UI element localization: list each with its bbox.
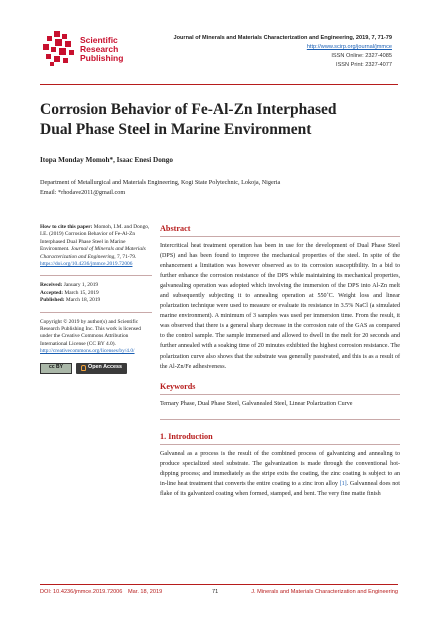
journal-info <box>173 34 392 70</box>
received-label: Received: <box>40 282 63 289</box>
introduction-text <box>160 449 400 499</box>
introduction-heading: 1. Introduction <box>160 420 400 445</box>
open-access-badge <box>76 363 127 374</box>
intro-text-part1: Galvaneal as a process is the result of the combined process of galvanizing and annealing to produce specialized steel substrate. The galvanization is made through the conventional hot-dipping process; and immediately as the stripe exits the coating, the zinc coating is subject to an in-line heat treatment that converts the entire coating to a zinc iron alloy <box>160 450 400 487</box>
published-date: March 18, 2019 <box>64 297 101 304</box>
issn-online: ISSN Online: 2327-4085 <box>331 53 392 59</box>
publisher-name-line3: Publishing <box>80 53 124 63</box>
sidebar-divider <box>40 312 152 313</box>
cite-journal: Journal of Minerals and Materials Characterization and Engineering <box>40 246 146 260</box>
dates-block <box>40 282 152 304</box>
authors: Itopa Monday Momoh*, Isaac Enesi Dongo <box>40 156 173 164</box>
abstract-text: Intercritical heat treatment operation has been in use for the development of Dual Phase Steel (DPS) and has been found to improve the mechanical properties of the steel. In spite of the enhancement a limitation was however observed as to its corrosion susceptibility. In a bid to further enhance the corrosion resistance of the DPS while maintaining its mechanical properties, galvanealing operation was adopted which involving the immersion of the DPS into Al-Zn melt and subsequently subjecting it to annealing operation at 550˚C. Weight loss and linear polarization technique were used to measure or evaluate its resistance in 3.5% NaCl (a simulated marine environment). A minimum of 3 samples was used per immersion time. From the result, it was observed that there is a general sharp decrease in the corrosion rate of the GAS as compared to the control sample. The sample immersed and allowed to dwell in the melt for 20 seconds and further annealed with a soaking time of 20 minutes exhibited the highest corrosion resistance. The polarization curve also shows that the substrate was generally passivated, and this is as a result of the Al-Zn/Fe adhesiveness. <box>160 243 400 370</box>
sidebar-divider <box>40 275 152 276</box>
cite-doi-link[interactable]: https://doi.org/10.4236/jmmce.2019.72006 <box>40 261 133 268</box>
open-access-label: Open Access <box>88 364 122 371</box>
publisher-logo <box>40 30 170 70</box>
cc-by-badge[interactable]: cc BY <box>40 363 72 374</box>
published-label: Published: <box>40 297 65 304</box>
affiliation-block <box>40 178 400 198</box>
footer-doi[interactable]: DOI: 10.4236/jmmce.2019.72006 <box>40 589 123 595</box>
article-info-sidebar <box>40 224 152 374</box>
keywords-heading: Keywords <box>160 380 400 395</box>
author-email[interactable]: Email: *rhodave2011@gmail.com <box>40 189 126 196</box>
cite-text: Momoh, I.M. and Dongo, I.E. (2019) Corrosion Behavior of Fe-Al-Zn Interphased Dual Phase Steel in Marine Environment. <box>40 224 150 253</box>
copyright-block <box>40 319 152 356</box>
footer-date: Mar. 18, 2019 <box>128 589 163 595</box>
cite-label: How to cite this paper: <box>40 224 93 230</box>
issn-print: ISSN Print: 2327-4077 <box>336 62 392 68</box>
keywords-text: Ternary Phase, Dual Phase Steel, Galvanealed Steel, Linear Polarization Curve <box>160 400 353 407</box>
publisher-name-line2: Research <box>80 44 119 54</box>
abstract-heading: Abstract <box>160 222 400 237</box>
license-badges <box>40 363 152 374</box>
paper-title-line1: Corrosion Behavior of Fe-Al-Zn Interphased <box>40 101 337 118</box>
received-date: January 1, 2019 <box>62 282 99 289</box>
page-number: 71 <box>212 589 219 595</box>
publisher-name-line1: Scientific <box>80 35 118 45</box>
accepted-date: March 15, 2019 <box>63 289 99 296</box>
journal-url-link[interactable]: http://www.scirp.org/journal/jmmce <box>306 44 392 50</box>
header-divider <box>40 84 398 85</box>
publisher-name <box>80 36 123 63</box>
main-column <box>160 222 400 499</box>
footer-journal: J. Minerals and Materials Characterization and Engineering <box>251 589 398 595</box>
journal-citation-line: Journal of Minerals and Materials Characterization and Engineering, 2019, 7, 71-79 <box>173 35 392 41</box>
scirp-logo-icon <box>40 30 78 68</box>
cite-volume: , 7, 71-79. <box>114 253 137 260</box>
open-lock-icon <box>81 365 86 371</box>
footer-divider <box>40 584 398 585</box>
accepted-label: Accepted: <box>40 289 64 296</box>
paper-title <box>40 100 400 140</box>
copyright-text: Copyright © 2019 by author(s) and Scientific Research Publishing Inc. This work is licensed under the Creative Commons Attribution International License (CC BY 4.0). <box>40 318 141 347</box>
intro-text-part2: . Galvanneal does not flake of its galvanized coating when formed, stamped, and bent. The very fine matte finish <box>160 480 401 497</box>
license-link[interactable]: http://creativecommons.org/licenses/by/4.0/ <box>40 348 135 355</box>
paper-title-line2: Dual Phase Steel in Marine Environment <box>40 121 312 138</box>
reference-link[interactable]: [1] <box>339 480 347 487</box>
affiliation: Department of Metallurgical and Materials Engineering, Kogi State Polytechnic, Lokoja, Nigeria <box>40 179 281 186</box>
citation-block <box>40 224 152 268</box>
